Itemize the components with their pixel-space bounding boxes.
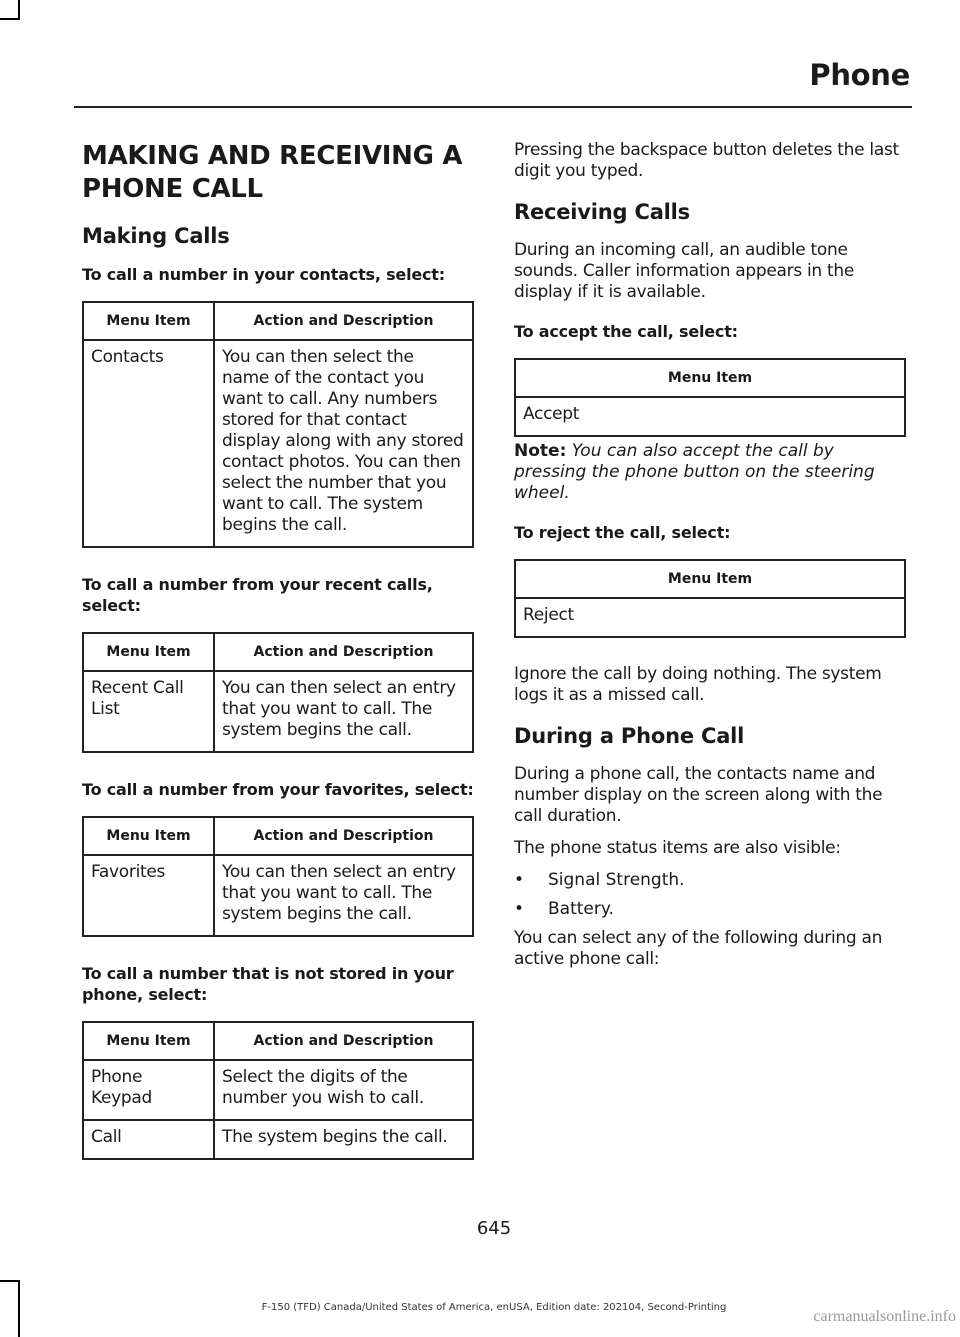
menu-item-cell: Favorites [83,855,214,936]
contacts-intro: To call a number in your contacts, select: [82,265,445,284]
bullet-icon: • [514,899,525,919]
during-call-paragraph: During a phone call, the contacts name and number display on the screen along with the call duration. [514,764,883,826]
favorites-table [82,816,474,937]
description-cell: Select the digits of the number you wish to call. [214,1060,473,1120]
description-cell: You can then select an entry that you want to call. The system begins the call. [214,671,473,752]
col-header-action: Action and Description [214,1022,473,1060]
right-column [514,140,906,981]
col-header-menu-item: Menu Item [515,359,905,397]
section-title-line1: MAKING AND RECEIVING A [82,141,463,171]
status-list [514,870,906,920]
note [514,441,906,504]
ignore-paragraph: Ignore the call by doing nothing. The system logs it as a missed call. [514,664,882,705]
list-item: • Signal Strength. [514,870,685,890]
list-item: • Battery. [514,899,614,919]
col-header-menu-item: Menu Item [515,560,905,598]
crop-mark [18,0,20,20]
table-row [515,598,905,637]
menu-item-cell: Contacts [83,340,214,547]
note-text: You can also accept the call by pressing the phone button on the steering wheel. [514,441,875,503]
receiving-calls-heading: Receiving Calls [514,200,690,224]
recent-calls-table [82,632,474,753]
favorites-intro: To call a number from your favorites, select: [82,780,474,799]
bullet-icon: • [514,870,525,890]
watermark: carmanualsonline.info [813,1308,956,1325]
status-paragraph: The phone status items are also visible: [514,838,841,858]
crop-mark [0,18,20,20]
menu-item-cell: Reject [515,598,905,637]
col-header-action: Action and Description [214,302,473,340]
recent-calls-intro: To call a number from your recent calls, select: [82,575,433,615]
col-header-menu-item: Menu Item [83,817,214,855]
col-header-menu-item: Menu Item [83,302,214,340]
crop-mark [0,1280,20,1282]
menu-item-cell: Phone Keypad [83,1060,214,1120]
note-label: Note: [514,441,567,461]
table-row [83,1060,473,1120]
during-call-heading: During a Phone Call [514,724,745,748]
backspace-paragraph: Pressing the backspace button deletes the last digit you typed. [514,140,899,181]
table-row [83,340,473,547]
accept-intro: To accept the call, select: [514,322,738,341]
receiving-paragraph: During an incoming call, an audible tone sounds. Caller information appears in the display if it is available. [514,240,854,302]
description-cell: You can then select an entry that you want to call. The system begins the call. [214,855,473,936]
section-title [82,140,474,206]
keypad-intro: To call a number that is not stored in your phone, select: [82,964,454,1004]
reject-intro: To reject the call, select: [514,523,731,542]
footer-edition: F-150 (TFD) Canada/United States of America, enUSA, Edition date: 202104, Second-Printing [261,1302,727,1313]
keypad-table [82,1021,474,1160]
menu-item-cell: Recent Call List [83,671,214,752]
page-header-title: Phone [809,58,910,92]
col-header-action: Action and Description [214,633,473,671]
table-row [515,397,905,436]
col-header-menu-item: Menu Item [83,1022,214,1060]
description-cell: The system begins the call. [214,1120,473,1159]
select-paragraph: You can select any of the following during an active phone call: [514,928,883,969]
page-number: 645 [476,1218,512,1239]
reject-table [514,559,906,638]
description-cell: You can then select the name of the contact you want to call. Any numbers stored for that contact display along with any stored contact photos. You can then select the number that you want to call. The system begins the call. [214,340,473,547]
making-calls-heading: Making Calls [82,224,230,248]
section-title-line2: PHONE CALL [82,174,263,204]
contacts-table [82,301,474,548]
table-row [83,855,473,936]
table-row [83,671,473,752]
left-column [82,140,474,1186]
menu-item-cell: Call [83,1120,214,1159]
col-header-menu-item: Menu Item [83,633,214,671]
accept-table [514,358,906,437]
header-divider [74,106,912,108]
table-row [83,1120,473,1159]
menu-item-cell: Accept [515,397,905,436]
col-header-action: Action and Description [214,817,473,855]
